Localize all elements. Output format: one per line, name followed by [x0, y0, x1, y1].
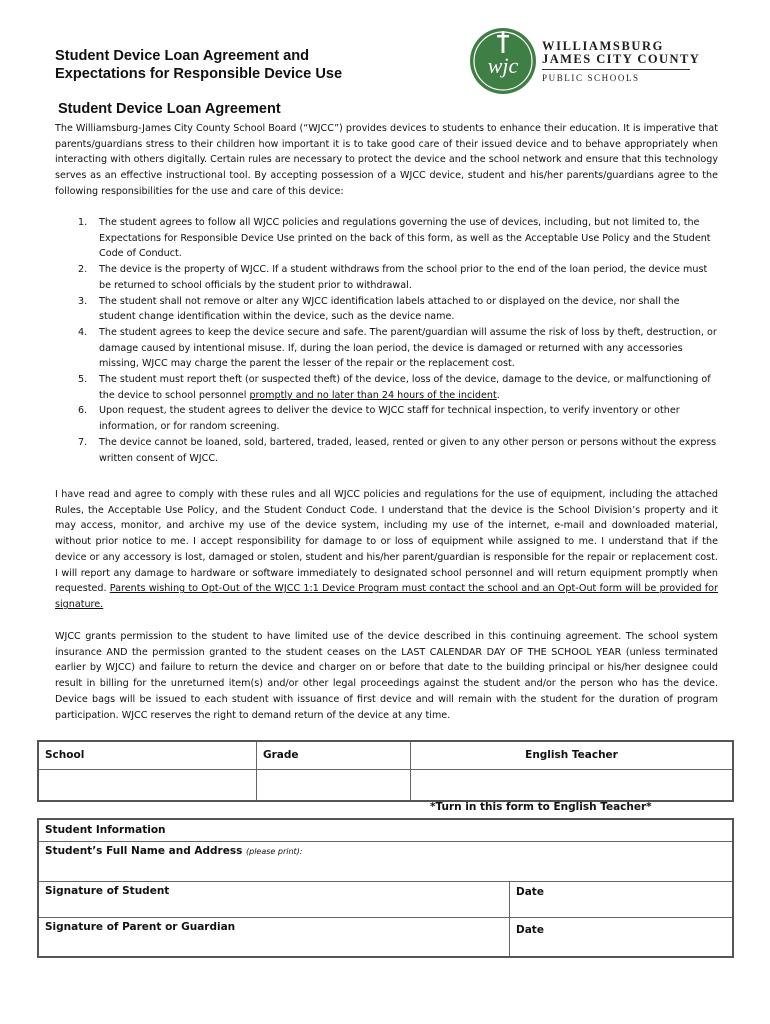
english-teacher-label: English Teacher — [411, 741, 734, 769]
rule-text: The student shall not remove or alter any WJCC identification labels attached to or displayed on the device, nor shall the student change identification within the device, such as the device name. — [99, 295, 680, 323]
rule-text: The student agrees to follow all WJCC policies and regulations governing the use of devices, including, but not limited to, the Expectations for Responsible Device Use printed on the back of this form, as well as the Acceptable Use Policy and the Student Code of Conduct. — [99, 217, 711, 260]
school-field[interactable] — [38, 769, 257, 801]
rule-number: 2. — [78, 264, 88, 276]
opt-out-notice: Parents wishing to Opt-Out of the WJCC 1:1 Device Program must contact the school and an Opt-Out form will be provided for signature. — [55, 583, 718, 610]
rule-text: Upon request, the student agrees to deliver the device to WJCC staff for technical inspection, to verify inventory or other information, or for random screening. — [99, 405, 680, 433]
rule-number: 5. — [78, 374, 88, 386]
grade-label: Grade — [257, 741, 411, 769]
rule-item — [55, 262, 718, 293]
name-address-field[interactable] — [38, 841, 733, 881]
student-date-field[interactable] — [510, 881, 734, 917]
school-info-table — [37, 740, 734, 802]
rule-text: The student agrees to keep the device secure and safe. The parent/guardian will assume the risk of loss by theft, destruction, or damage caused by intentional misuse. If, during the loan period, the device is damaged or returned with any accessories missing, WJCC may charge the parent the lesser of the repair or the replacement cost. — [99, 326, 717, 370]
logo-divider — [542, 69, 690, 70]
rule-item — [55, 435, 718, 466]
document-title — [55, 47, 415, 83]
rule-number: 1. — [78, 217, 88, 228]
parent-signature-label: Signature of Parent or Guardian — [45, 920, 236, 933]
intro-paragraph: The Williamsburg-James City County School Board (“WJCC”) provides devices to students to enhance their education. It is imperative that parents/guardians stress to their children how important it is to take good care of their issued device and to behave appropriately when interacting with others digitally. Certain rules are necessary to protect the device and the school network and ensure that this technology serves as an effective instructional tool. By accepting possession of a WJCC device, student and his/her parents/guardians agree to the following responsibilities for the use and care of this device: — [55, 123, 718, 197]
rules-list — [55, 215, 718, 466]
rule-number: 6. — [78, 405, 88, 417]
english-teacher-field[interactable] — [411, 769, 734, 801]
student-information-label: Student Information — [38, 819, 733, 841]
logo-line-2: JAMES CITY COUNTY — [542, 52, 701, 66]
rule-item — [55, 372, 718, 403]
acknowledgement-text: I have read and agree to comply with these rules and all WJCC policies and regulations for the use of equipment, including the attached Rules, the Acceptable Use Policy, and the Student Conduct Code. I understand that the device is the School Division’s property and it may access, monitor, and archive my use of the device system, including my use of the internet, e-mail and downloaded material, without prior notice to me. I accept responsibility for damage to or loss of equipment while assigned to me. I understand that if the device or any accessory is lost, damaged or stolen, student and his/her parent/guardian is responsible for the repair or replacement cost. I will report any damage to hardware or software immediately to designated school personnel and will return equipment promptly when requested. — [55, 489, 718, 595]
parent-signature-field[interactable] — [38, 917, 510, 957]
parent-date-field[interactable] — [510, 917, 734, 957]
rule-text: The student must report theft (or suspected theft) of the device, loss of the device, damage to the device, or malfunctioning of the device to school personnel — [99, 374, 711, 401]
permission-paragraph: WJCC grants permission to the student to have limited use of the device described in this continuing agreement. The school system insurance AND the permission granted to the student ceases on the LAST CALENDAR DAY OF THE SCHOOL YEAR (unless terminated earlier by WJCC) and failure to return the device and charger on or before that date to the building principal or his/her designee could result in billing for the unreturned item(s) and/or other legal proceedings against the student and/or the person who has the device. Device bags will be issued to each student with issuance of first device and will remain with the student for the duration of program participation. WJCC reserves the right to demand return of the device at any time. — [55, 631, 718, 721]
school-label: School — [38, 741, 257, 769]
student-signature-label: Signature of Student — [45, 884, 170, 897]
acknowledgement-paragraph — [55, 487, 718, 613]
grade-field[interactable] — [257, 769, 411, 801]
student-date-label: Date — [516, 885, 544, 898]
rule-number: 3. — [78, 295, 88, 307]
turn-in-note: *Turn in this form to English Teacher* — [430, 801, 652, 813]
student-info-table — [37, 818, 734, 958]
logo-wordmark — [542, 40, 742, 83]
rule-item — [55, 403, 718, 434]
rule-number: 4. — [78, 326, 88, 338]
wjcc-logo — [468, 26, 538, 96]
name-address-label: Student’s Full Name and Address — [45, 844, 243, 857]
rule-text: The device cannot be loaned, sold, bartered, traded, leased, rented or given to any other person or persons without the express written consent of WJCC. — [99, 436, 717, 464]
rule-underlined-text: promptly and no later than 24 hours of the incident — [249, 389, 497, 401]
logo-line-3: PUBLIC SCHOOLS — [542, 73, 640, 83]
title-line-2: Expectations for Responsible Device Use — [55, 66, 343, 82]
rule-item — [55, 215, 718, 262]
parent-date-label: Date — [516, 923, 544, 936]
rule-item — [55, 325, 718, 372]
rule-text-end: . — [496, 389, 500, 401]
rule-item — [55, 294, 718, 325]
name-address-hint: (please print): — [246, 846, 303, 856]
section-heading: Student Device Loan Agreement — [58, 101, 281, 117]
student-signature-field[interactable] — [38, 881, 510, 917]
logo-monogram: wjc — [487, 53, 519, 78]
rule-text: The device is the property of WJCC. If a student withdraws from the school prior to the end of the loan period, the device must be returned to school officials by the student prior to withdrawal. — [99, 264, 708, 291]
logo-line-1: WILLIAMSBURG — [542, 39, 664, 53]
rule-number: 7. — [78, 436, 88, 448]
title-line-1: Student Device Loan Agreement and — [55, 48, 310, 64]
